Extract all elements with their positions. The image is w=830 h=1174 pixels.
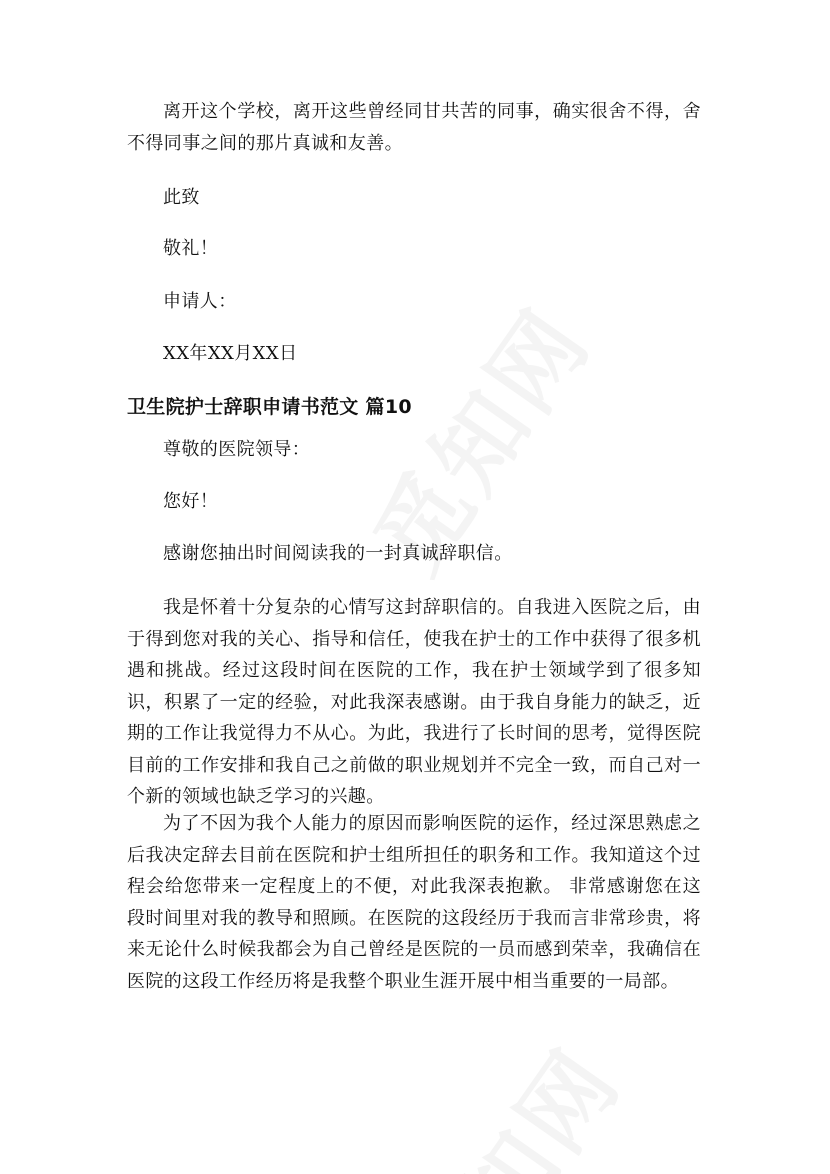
date-line: XX年XX月XX日 [163, 343, 298, 364]
greeting: 您好！ [163, 491, 219, 512]
closing-salutation: 此致 [163, 187, 200, 208]
paragraph-intro: 离开这个学校，离开这些曾经同甘共苦的同事，确实很舍不得，舍不得同事之间的那片真诚和友善。 [127, 101, 701, 154]
addressee: 尊敬的医院领导： [163, 439, 311, 460]
applicant-label: 申请人： [163, 291, 237, 312]
closing-regards: 敬礼！ [163, 238, 219, 259]
paragraph-body-2: 为了不因为我个人能力的原因而影响医院的运作，经过深思熟虑之后我决定辞去目前在医院和护士组所担任的职务和工作。我知道这个过程会给您带来一定程度上的不便，对此我深表抱歉。 非常感谢您在这段时间里对我的教导和照顾。在医院的这段经历于我而言非常珍贵，将来无论什么时候我都会为自己曾经是医院的一员而感到荣幸，我确信在医院的这段工作经历将是我整个职业生涯开展中相当重要的一局部。 [127, 813, 701, 992]
thanks-line: 感谢您抽出时间阅读我的一封真诚辞职信。 [163, 543, 513, 564]
section-heading: 卫生院护士辞职申请书范文 篇10 [127, 396, 412, 418]
watermark-bottom [369, 1018, 646, 1174]
paragraph-body-1: 我是怀着十分复杂的心情写这封辞职信的。自我进入医院之后，由于得到您对我的关心、指导和信任，使我在护士的工作中获得了很多机遇和挑战。经过这段时间在医院的工作，我在护士领域学到了很多知识，积累了一定的经验，对此我深表感谢。由于我自身能力的缺乏，近期的工作让我觉得力不从心。为此，我进行了长时间的思考，觉得医院目前的工作安排和我自己之前做的职业规划并不完全一致，而自己对一个新的领域也缺乏学习的兴趣。 [127, 597, 701, 807]
